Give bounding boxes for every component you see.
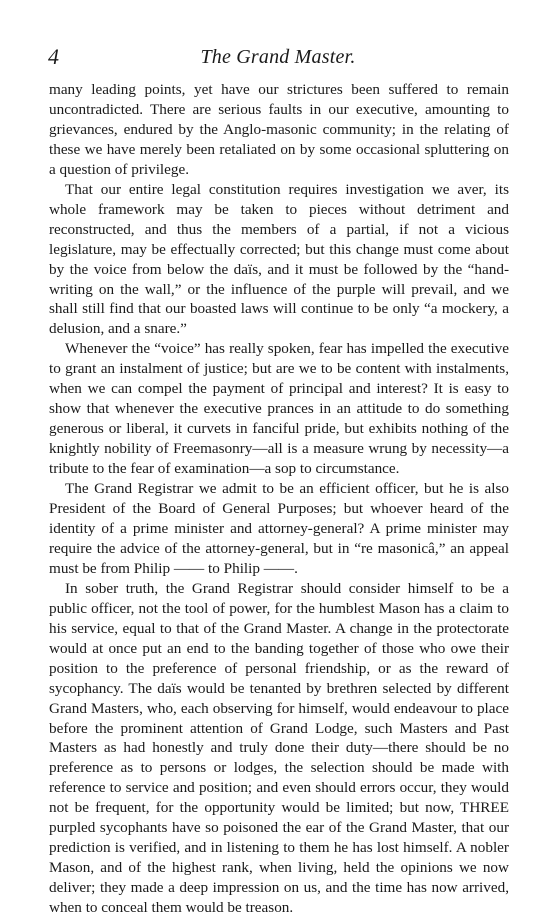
paragraph-continued: many leading points, yet have our strictures been suffered to remain uncontradicted. There are serious faults in our executive, amounting to grievances, endured by the Anglo-masonic community; in the relating of these we have merely been retaliated on by some occasional spluttering on a question of privilege. [49, 81, 509, 178]
paragraph-grand-registrar: The Grand Registrar we admit to be an efficient officer, but he is also President of the Board of General Purposes; but whoever heard of the identity of a prime minister and attorney-general? A prime minister may require the advice of the attorney-general, but in “re masonicâ,” an appeal must be from Philip —— to Philip ——. [49, 480, 509, 577]
running-title: The Grand Master. [200, 46, 356, 68]
page-number: 4 [48, 44, 59, 69]
page-header [48, 44, 508, 74]
paragraph-sober-truth: In sober truth, the Grand Registrar should consider himself to be a public officer, not the tool of power, for the humblest Mason has a claim to his service, equal to that of the Grand Master. A change in the protectorate would at once put an end to the banding together of those who owe their position to the preference of personal friendship, or as the reward of sycophancy. The daïs would be tenanted by brethren selected by different Grand Masters, who, each observing for himself, would endeavour to place before the prominent attention of Grand Lodge, such Masters and Past Masters as had honestly and truly done their duty—there should be no preference as to persons or lodges, the selection should be made with reference to service and position; and even should errors occur, they would not be frequent, for the opportunity would be limited; but now, THREE purpled sycophants have so poisoned the ear of the Grand Master, that our prediction is verified, and in listening to them he has lost himself. A nobler Mason, and of the highest rank, when living, held the opinions we now deliver; they made a deep impression on us, and the time has now arrived, when to conceal them would be treason. [49, 579, 509, 917]
paragraph-legal-constitution: That our entire legal constitution requires investigation we aver, its whole framework may be taken to pieces without detriment and reconstructed, and thus the members of a partial, if not a vicious legislature, may be effectually corrected; but this change must come about by the voice from below the daïs, and it must be followed by the “hand-writing on the wall,” or the influence of the purple will prevail, and we shall still find that our boasted laws will continue to be only “a mockery, a delusion, and a snare.” [49, 180, 509, 338]
paragraph-voice-spoken: Whenever the “voice” has really spoken, fear has impelled the executive to grant an instalment of justice; but are we to be content with instalments, when we can compel the payment of principal and interest? It is easy to show that whenever the executive prances in an attitude to do something generous or liberal, it curvets in fanciful pride, but exhibits nothing of the knightly nobility of Freemasonry—all is a measure wrung by necessity—a tribute to the fear of examination—a sop to circumstance. [49, 340, 509, 478]
body-text [49, 80, 509, 918]
